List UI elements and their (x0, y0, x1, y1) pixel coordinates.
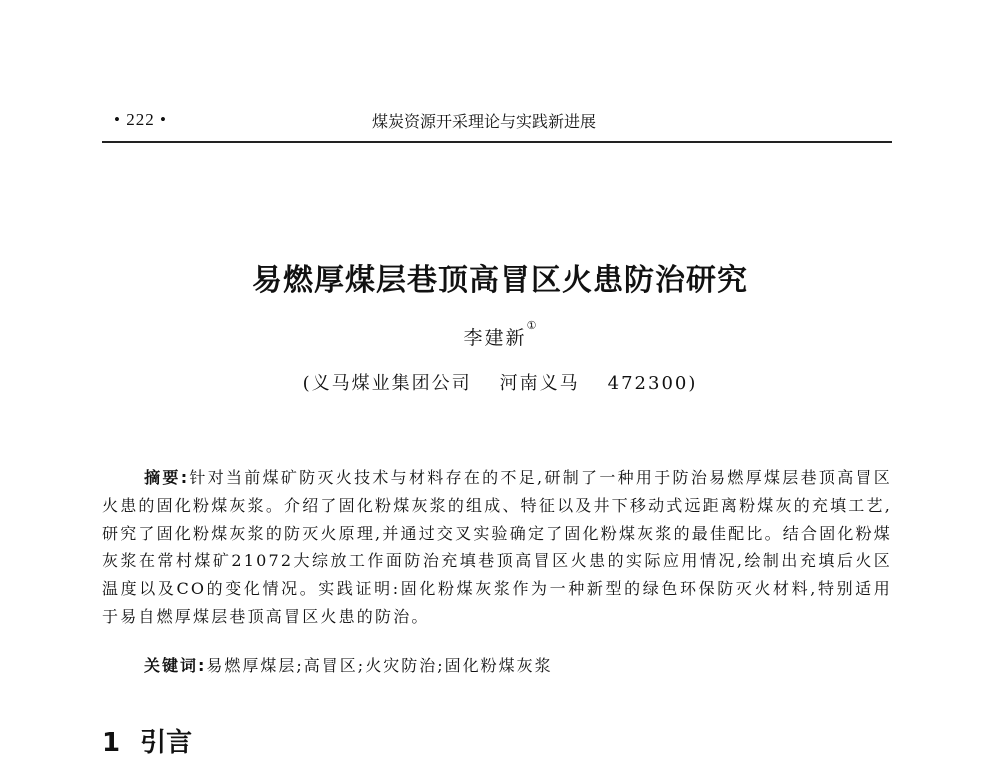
keywords (144, 653, 553, 676)
keywords-label: 关键词: (144, 656, 207, 675)
author-line (0, 319, 1000, 350)
section-number: 1 (102, 728, 121, 758)
author-name: 李建新 (463, 327, 527, 349)
author-footnote-mark: ① (526, 319, 537, 332)
abstract-label: 摘要: (144, 468, 190, 487)
abstract (102, 464, 892, 631)
affiliation-location: 河南义马 (499, 373, 580, 394)
page-header (102, 108, 892, 138)
affiliation (0, 369, 1000, 395)
affiliation-open-paren: ( (302, 373, 312, 394)
running-title: 煤炭资源开采理论与实践新进展 (372, 112, 597, 131)
affiliation-postcode: 472300 (607, 373, 689, 394)
affiliation-organization: 义马煤业集团公司 (311, 373, 472, 394)
affiliation-close-paren: ) (688, 373, 698, 394)
section-title: 引言 (140, 728, 193, 758)
keywords-text: 易燃厚煤层;高冒区;火灾防治;固化粉煤灰浆 (206, 656, 553, 675)
abstract-text: 针对当前煤矿防灭火技术与材料存在的不足,研制了一种用于防治易燃厚煤层巷顶高冒区火患的固化粉煤灰浆。介绍了固化粉煤灰浆的组成、特征以及井下移动式远距离粉煤灰的充填工艺,研究了固化粉煤灰浆的防灭火原理,并通过交叉实验确定了固化粉煤灰浆的最佳配比。结合固化粉煤灰浆在常村煤矿21072大综放工作面防治充填巷顶高冒区火患的实际应用情况,绘制出充填后火区温度以及CO的变化情况。实践证明:固化粉煤灰浆作为一种新型的绿色环保防灭火材料,特别适用于易自燃厚煤层巷顶高冒区火患的防治。 (102, 468, 892, 626)
paper-title: 易燃厚煤层巷顶高冒区火患防治研究 (252, 263, 748, 298)
header-rule (102, 141, 892, 143)
section-heading (102, 722, 192, 759)
page-number: • 222 • (114, 110, 167, 129)
